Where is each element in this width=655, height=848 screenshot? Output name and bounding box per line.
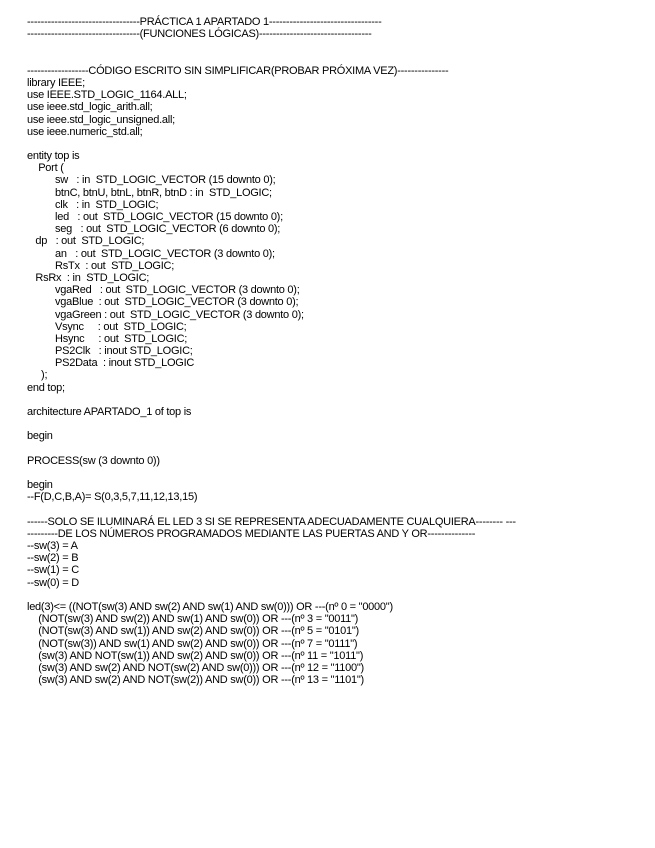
code-line: ); [27, 369, 48, 382]
comment-line: ---------DE LOS NÚMEROS PROGRAMADOS MEDIANTE LAS PUERTAS AND Y OR-------------- [27, 527, 476, 540]
code-line: Vsync : out STD_LOGIC; [27, 320, 187, 333]
code-line: use ieee.numeric_std.all; [27, 125, 143, 138]
code-line: (NOT(sw(3)) AND sw(1) AND sw(2) AND sw(0)) OR ---(nº 7 = "0111") [27, 637, 358, 650]
code-line: vgaRed : out STD_LOGIC_VECTOR (3 downto 0); [27, 284, 300, 297]
code-line: (NOT(sw(3) AND sw(2)) AND sw(1) AND sw(0)) OR ---(nº 3 = "0011") [27, 613, 359, 626]
code-line: led(3)<= ((NOT(sw(3) AND sw(2) AND sw(1) AND sw(0))) OR ---(nº 0 = "0000") [27, 601, 393, 613]
comment-line: ------SOLO SE ILUMINARÁ EL LED 3 SI SE REPRESENTA ADECUADAMENTE CUALQUIERA-------- --- [27, 515, 516, 528]
code-line: (sw(3) AND NOT(sw(1)) AND sw(2) AND sw(0)) OR ---(nº 11 = "1011") [27, 649, 364, 662]
code-line: library IEEE; [27, 76, 85, 89]
code-line: --sw(0) = D [27, 576, 79, 589]
code-line: clk : in STD_LOGIC; [27, 198, 159, 211]
code-line: PS2Clk : inout STD_LOGIC; [27, 345, 193, 358]
code-line: dp : out STD_LOGIC; [27, 235, 145, 248]
code-line: --sw(1) = C [27, 564, 79, 577]
blank-line [27, 504, 643, 516]
code-line: vgaBlue : out STD_LOGIC_VECTOR (3 downto 0); [27, 296, 299, 309]
blank-line [27, 418, 643, 430]
code-line: begin [27, 479, 53, 492]
code-line: (sw(3) AND sw(2) AND NOT(sw(2) AND sw(0))) OR ---(nº 12 = "1100") [27, 661, 364, 674]
code-line: RsTx : out STD_LOGIC; [27, 259, 175, 272]
code-line: --F(D,C,B,A)= S(0,3,5,7,11,12,13,15) [27, 491, 198, 504]
code-line: led : out STD_LOGIC_VECTOR (15 downto 0); [27, 211, 283, 223]
code-line: Port ( [27, 162, 64, 175]
code-line: (sw(3) AND sw(2) AND NOT(sw(2)) AND sw(0)) OR ---(nº 13 = "1101") [27, 674, 364, 687]
code-line: RsRx : in STD_LOGIC; [27, 271, 150, 284]
blank-line [27, 589, 643, 601]
code-line: --sw(3) = A [27, 540, 78, 553]
code-line: an : out STD_LOGIC_VECTOR (3 downto 0); [27, 247, 275, 260]
blank-line [27, 53, 643, 65]
code-line: begin [27, 430, 53, 443]
code-line: (NOT(sw(3) AND sw(1)) AND sw(2) AND sw(0)) OR ---(nº 5 = "0101") [27, 625, 359, 638]
code-line: end top; [27, 381, 65, 394]
code-line: sw : in STD_LOGIC_VECTOR (15 downto 0); [27, 174, 276, 187]
blank-line [27, 138, 643, 150]
header-subtitle-line: ---------------------------------(FUNCIONES LÓGICAS)--------------------------------- [27, 28, 372, 41]
code-line: PROCESS(sw (3 downto 0)) [27, 454, 160, 467]
code-line: use IEEE.STD_LOGIC_1164.ALL; [27, 89, 187, 102]
blank-line [27, 467, 643, 479]
header-title-line: ---------------------------------PRÁCTICA 1 APARTADO 1--------------------------------- [27, 16, 382, 28]
code-line: vgaGreen : out STD_LOGIC_VECTOR (3 downto 0); [27, 308, 304, 321]
blank-line [27, 394, 643, 406]
code-line: btnC, btnU, btnL, btnR, btnD : in STD_LOGIC; [27, 186, 272, 199]
code-line: use ieee.std_logic_unsigned.all; [27, 113, 175, 126]
code-line: --sw(2) = B [27, 552, 79, 565]
code-line: use ieee.std_logic_arith.all; [27, 101, 153, 114]
blank-line [27, 40, 643, 52]
code-line: entity top is [27, 150, 80, 163]
code-line: architecture APARTADO_1 of top is [27, 406, 192, 418]
blank-line [27, 443, 643, 455]
code-line: seg : out STD_LOGIC_VECTOR (6 downto 0); [27, 223, 281, 236]
code-line: PS2Data : inout STD_LOGIC [27, 357, 195, 370]
code-line: Hsync : out STD_LOGIC; [27, 332, 188, 345]
section-comment-line: ------------------CÓDIGO ESCRITO SIN SIMPLIFICAR(PROBAR PRÓXIMA VEZ)--------------- [27, 64, 449, 77]
